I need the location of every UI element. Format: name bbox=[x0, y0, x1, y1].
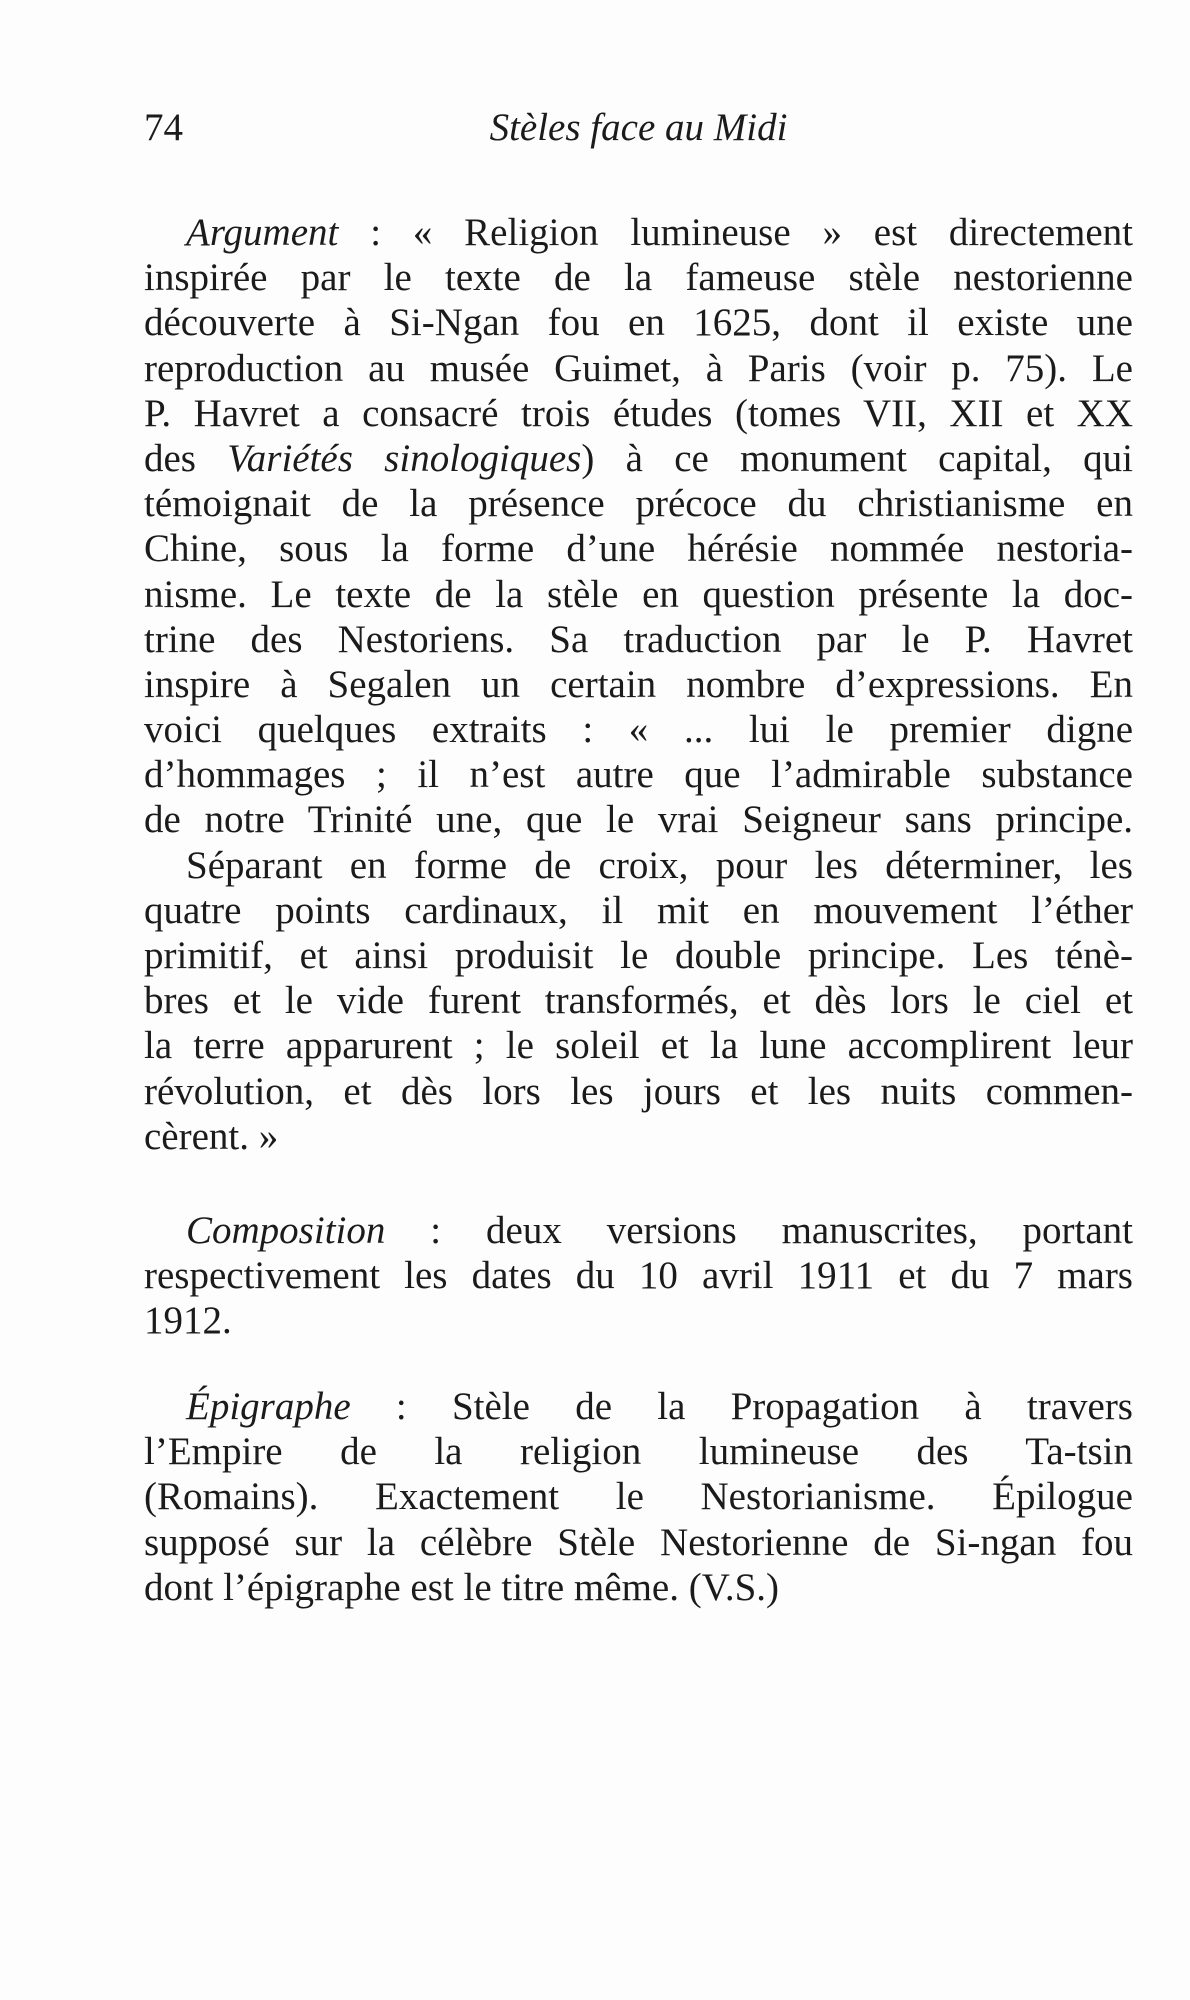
text-line bbox=[144, 1384, 1133, 1429]
text-segment: : Stèle de la Propagation à travers bbox=[350, 1385, 1133, 1428]
text-line bbox=[144, 617, 1133, 662]
text-line bbox=[144, 300, 1133, 345]
text-segment: Chine, sous la forme d’une hérésie nommée nestoria- bbox=[144, 527, 1133, 571]
text-segment: nisme. Le texte de la stèle en question présente la doc- bbox=[144, 572, 1133, 616]
text-segment: Séparant en forme de croix, pour les déterminer, les bbox=[186, 843, 1133, 887]
italic-text: Composition bbox=[186, 1209, 386, 1252]
text-segment: de notre Trinité une, que le vrai Seigneur sans principe. bbox=[144, 798, 1133, 842]
text-line bbox=[144, 526, 1133, 571]
text-segment: témoignait de la présence précoce du christianisme en bbox=[144, 482, 1133, 526]
text-segment: 1912. bbox=[144, 1299, 232, 1343]
argument-paragraph bbox=[144, 210, 1133, 1159]
text-segment: cèrent. » bbox=[144, 1114, 279, 1158]
text-segment: l’Empire de la religion lumineuse des Ta-tsin bbox=[144, 1430, 1133, 1474]
text-segment: découverte à Si-Ngan fou en 1625, dont il existe une bbox=[144, 301, 1133, 345]
text-line bbox=[144, 662, 1133, 707]
text-line bbox=[144, 1023, 1133, 1068]
text-segment: ) à ce monument capital, qui bbox=[581, 436, 1133, 480]
composition-paragraph bbox=[144, 1208, 1133, 1344]
text-line bbox=[144, 255, 1133, 300]
text-segment: (Romains). Exactement le Nestorianisme. Épilogue bbox=[144, 1475, 1133, 1519]
text-segment: : « Religion lumineuse » est directement bbox=[338, 211, 1133, 254]
text-line bbox=[144, 346, 1133, 391]
text-line bbox=[144, 707, 1133, 752]
text-segment: reproduction au musée Guimet, à Paris (voir p. 75). Le bbox=[144, 346, 1133, 390]
text-segment: supposé sur la célèbre Stèle Nestorienne de Si-ngan fou bbox=[144, 1520, 1133, 1564]
epigraphe-paragraph bbox=[144, 1384, 1133, 1610]
text-line bbox=[144, 843, 1133, 888]
text-line bbox=[144, 1114, 1133, 1159]
text-line bbox=[144, 1298, 1133, 1343]
text-line bbox=[144, 1520, 1133, 1565]
text-segment: révolution, et dès lors les jours et les nuits commen- bbox=[144, 1069, 1133, 1113]
italic-text: Argument bbox=[186, 211, 339, 254]
text-segment: inspire à Segalen un certain nombre d’expressions. En bbox=[144, 662, 1133, 706]
text-segment: trine des Nestoriens. Sa traduction par le P. Havret bbox=[144, 617, 1133, 661]
text-segment: voici quelques extraits : « ... lui le premier digne bbox=[144, 708, 1133, 752]
text-line bbox=[144, 1429, 1133, 1474]
text-segment: P. Havret a consacré trois études (tomes VII, XII et XX bbox=[144, 391, 1133, 435]
text-line bbox=[144, 1253, 1133, 1298]
italic-text: Épigraphe bbox=[186, 1385, 351, 1428]
text-line bbox=[144, 797, 1133, 842]
text-line bbox=[144, 752, 1133, 797]
text-segment: quatre points cardinaux, il mit en mouvement l’éther bbox=[144, 888, 1133, 932]
text-segment: : deux versions manuscrites, portant bbox=[385, 1209, 1133, 1252]
text-segment: primitif, et ainsi produisit le double principe. Les ténè- bbox=[144, 934, 1133, 977]
text-line bbox=[144, 1069, 1133, 1114]
italic-text: Variétés sinologiques bbox=[227, 436, 582, 480]
text-line bbox=[144, 1208, 1133, 1253]
text-line bbox=[144, 572, 1133, 617]
text-line bbox=[144, 978, 1133, 1023]
text-segment: des bbox=[144, 436, 228, 480]
text-segment: respectivement les dates du 10 avril 1911 et du 7 mars bbox=[144, 1254, 1133, 1298]
running-title: Stèles face au Midi bbox=[489, 106, 788, 149]
text-segment: d’hommages ; il n’est autre que l’admirable substance bbox=[144, 753, 1133, 797]
text-line bbox=[144, 1565, 1133, 1610]
text-segment: bres et le vide furent transformés, et dès lors le ciel et bbox=[144, 979, 1133, 1023]
text-segment: inspirée par le texte de la fameuse stèle nestorienne bbox=[144, 256, 1133, 300]
page-number: 74 bbox=[144, 106, 183, 149]
text-segment: dont l’épigraphe est le titre même. (V.S.) bbox=[144, 1565, 780, 1609]
text-line bbox=[144, 888, 1133, 933]
text-segment: la terre apparurent ; le soleil et la lune accomplirent leur bbox=[144, 1024, 1133, 1068]
text-line bbox=[144, 391, 1133, 436]
text-line bbox=[144, 933, 1133, 978]
text-line bbox=[144, 481, 1133, 526]
text-line bbox=[144, 436, 1133, 481]
text-line bbox=[144, 1474, 1133, 1519]
page-header bbox=[144, 105, 1133, 150]
text-line bbox=[144, 210, 1133, 255]
